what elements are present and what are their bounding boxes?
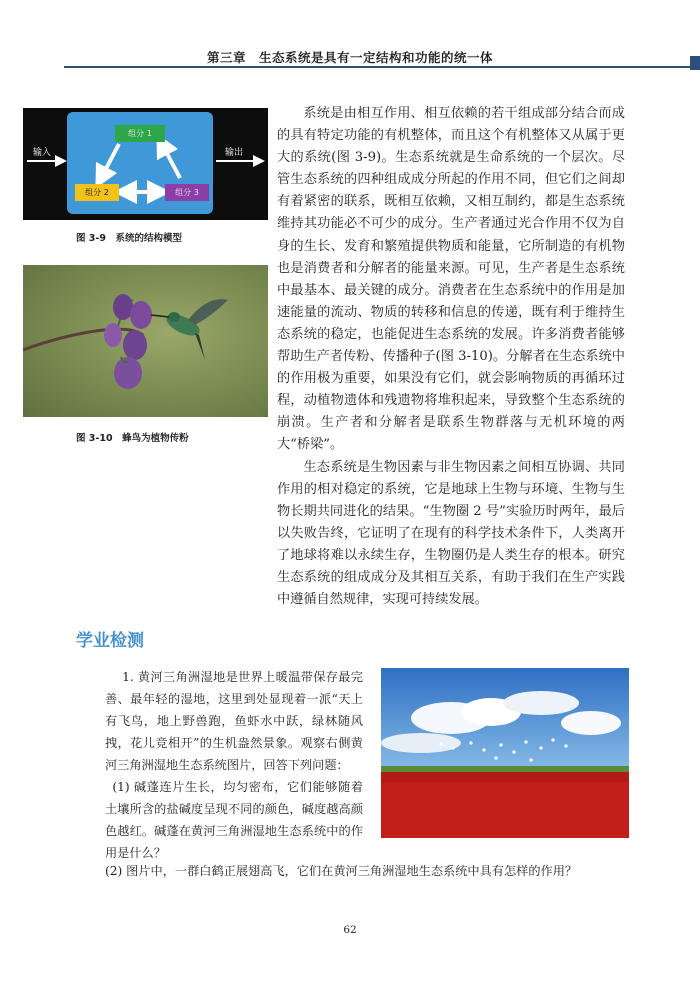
- body-paragraph: 系统是由相互作用、相互依赖的若干组成部分结合而成的具有特定功能的有机整体，而且这个有机整体又从属于更大的系统(图 3-9)。生态系统就是生命系统的一个层次。尽管生态系统的四种组成成分所起的作用不同，但它们之间却有着紧密的联系，既相互依赖，又相互制约，都是生态系统维持其功能必不可少的成分。生产者通过光合作用不仅为自身的生长、发育和繁殖提供物质和能量，它所制造的有机物也是消费者和分解者的能量来源。可见，生产者是生态系统中最基本、最关键的成分。消费者在生态系统中的作用是加速能量的流动、物质的转移和信息的传递，既有利于维持生态系统的稳定，也能促进生态系统的发展。许多消费者能够帮助生产者传粉、传播种子(图 3-10)。分解者在生态系统中的作用极为重要，如果没有它们，就会影响物质的再循环过程，动植物遗体和残遗物将堆积起来，导致整个生态系统的崩溃。生产者和分解者是联系生物群落与无机环境的两大“桥梁”。: [277, 106, 625, 453]
- figure-3-9-caption: 图 3-9 系统的结构模型: [76, 233, 182, 244]
- question-1-part-2: (2) 图片中，一群白鹤正展翅高飞，它们在黄河三角洲湿地生态系统中具有怎样的作用？: [105, 864, 578, 878]
- body-paragraph: 生态系统是生物因素与非生物因素之间相互协调、共同作用的相对稳定的系统，它是地球上生物与环境、生物与生物长期共同进化的结果。“生物圈 2 号”实验历时两年，最后以失败告终，它证明了在现有的科学技术条件下，人类离开了地球将难以永续生存，生物圈仍是人类生存的根本。研究生态系统的组成成分及其相互关系，有助于我们在生产实践中遵循自然规律，实现可持续发展。: [277, 459, 625, 608]
- header-tab-marker: [690, 56, 700, 70]
- wetland-photo: [381, 668, 629, 838]
- system-panel: [67, 112, 213, 214]
- hummingbird-illustration: [23, 265, 268, 417]
- page-number: 62: [343, 924, 357, 936]
- input-label: 输入: [33, 148, 52, 158]
- component-1-box: 组分 1: [115, 125, 165, 142]
- section-title: 学业检测: [76, 631, 144, 651]
- component-3-box: 组分 3: [165, 184, 209, 201]
- header-rule: [64, 66, 700, 68]
- figure-3-10-caption: 图 3-10 蜂鸟为植物传粉: [76, 433, 189, 444]
- question-1: [105, 666, 363, 864]
- output-label: 输出: [225, 148, 244, 158]
- component-2-box: 组分 2: [75, 184, 119, 201]
- system-structure-diagram: [23, 108, 268, 220]
- question-1-intro: 1. 黄河三角洲湿地是世界上暖温带保存最完善、最年轻的湿地，这里到处显现着一派“天上有飞鸟，地上野兽跑，鱼虾水中跃，绿林随风拽，花儿竞相开”的生机盎然景象。观察右侧黄河三角洲湿地生态系统图片，回答下列问题：: [105, 670, 363, 772]
- question-1-part-1: (1) 碱蓬连片生长，均匀密布，它们能够随着土壤所含的盐碱度呈现不同的颜色，碱度越高颜色越红。碱蓬在黄河三角洲湿地生态系统中的作用是什么？: [105, 780, 363, 860]
- hummingbird-photo: [23, 265, 268, 417]
- body-text: [277, 103, 625, 611]
- chapter-header: 第三章 生态系统是具有一定结构和功能的统一体: [206, 50, 493, 65]
- wetland-illustration: [381, 668, 629, 838]
